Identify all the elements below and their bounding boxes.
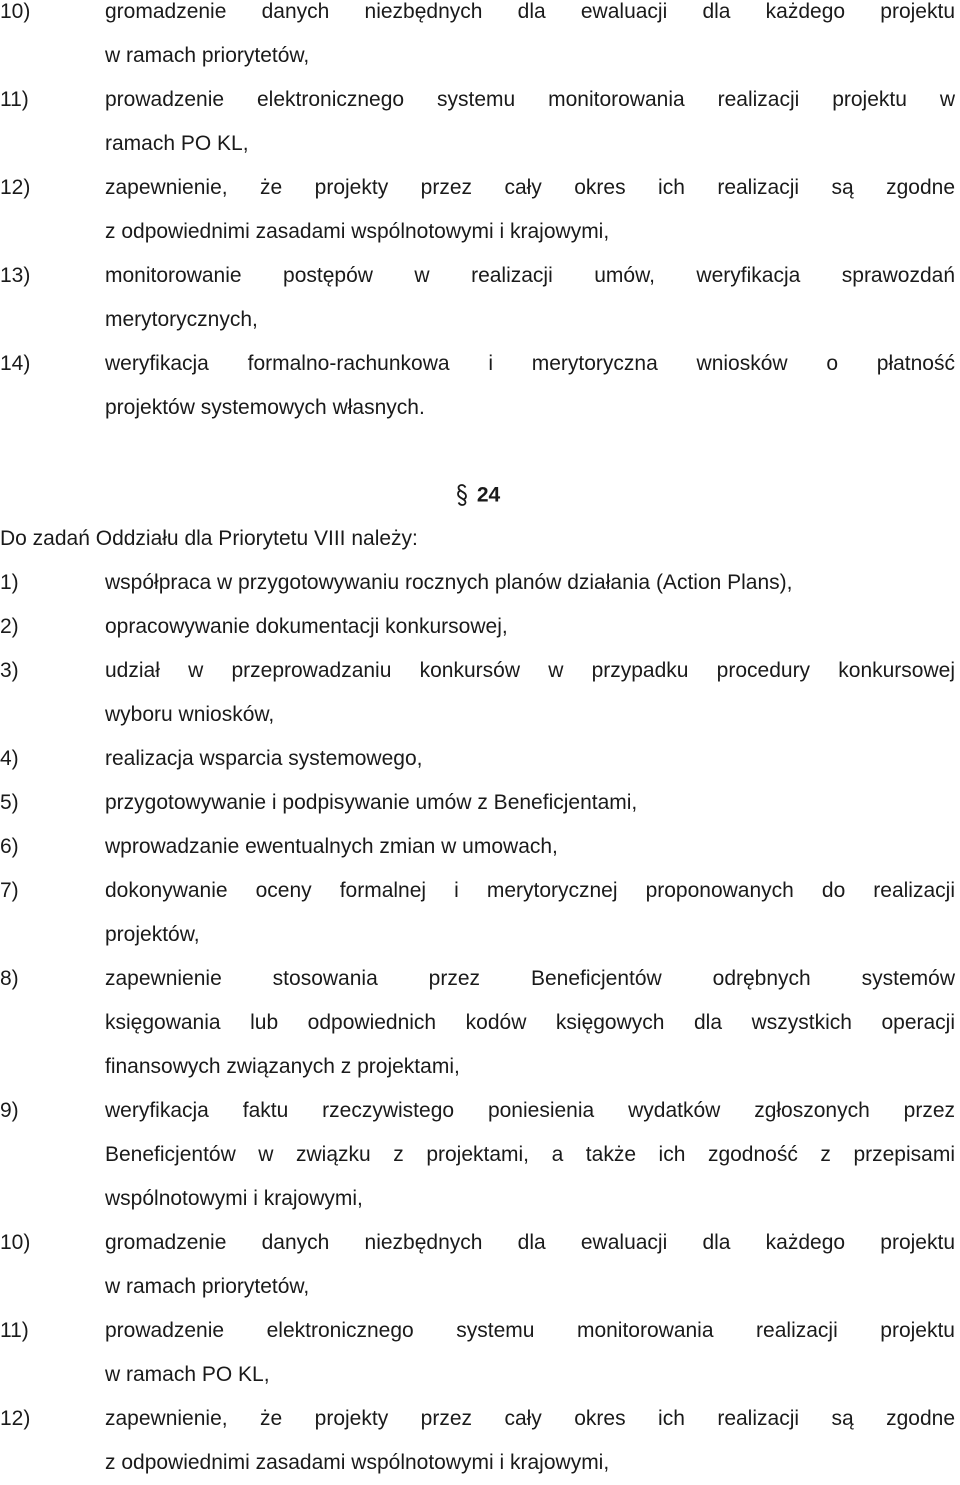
list-item-line: dokonywanie oceny formalnej i merytorycznej proponowanych do realizacji bbox=[105, 879, 955, 902]
list-item-line: udział w przeprowadzaniu konkursów w przypadku procedury konkursowej bbox=[105, 659, 955, 682]
list-item bbox=[0, 781, 955, 825]
list-item-line: zapewnienie, że projekty przez cały okres ich realizacji są zgodne bbox=[105, 176, 955, 199]
list-item bbox=[0, 649, 955, 737]
list-item-number: 8) bbox=[0, 967, 19, 990]
list-item-line: merytorycznych, bbox=[105, 308, 258, 331]
list-item-line: z odpowiednimi zasadami wspólnotowymi i krajowymi, bbox=[105, 1451, 610, 1474]
list-item bbox=[0, 254, 955, 342]
list-item-line: weryfikacja formalno-rachunkowa i merytoryczna wniosków o płatność bbox=[105, 352, 955, 375]
list-item-line: przygotowywanie i podpisywanie umów z Beneficjentami, bbox=[105, 791, 638, 814]
list-item-line: współpraca w przygotowywaniu rocznych planów działania (Action Plans), bbox=[105, 571, 793, 594]
list-item bbox=[0, 869, 955, 957]
list-item-line: wyboru wniosków, bbox=[105, 703, 275, 726]
list-item-line: prowadzenie elektronicznego systemu monitorowania realizacji projektu bbox=[105, 1319, 955, 1342]
list-item-line: finansowych związanych z projektami, bbox=[105, 1055, 460, 1078]
list-item-number: 13) bbox=[0, 264, 31, 287]
list-item-number: 10) bbox=[0, 0, 31, 23]
list-item-line: wspólnotowymi i krajowymi, bbox=[105, 1187, 363, 1210]
list-item-number: 12) bbox=[0, 1407, 31, 1430]
list-item-number: 6) bbox=[0, 835, 19, 858]
list-item bbox=[0, 737, 955, 781]
list-tasks bbox=[0, 561, 955, 1485]
list-item-line: w ramach PO KL, bbox=[105, 1363, 270, 1386]
list-item-number: 14) bbox=[0, 352, 31, 375]
list-item bbox=[0, 1309, 955, 1397]
section-24 bbox=[0, 473, 955, 561]
list-item-line: zapewnienie, że projekty przez cały okres ich realizacji są zgodne bbox=[105, 1407, 955, 1430]
list-item-line: gromadzenie danych niezbędnych dla ewaluacji dla każdego projektu bbox=[105, 1231, 955, 1254]
list-item-line: monitorowanie postępów w realizacji umów, weryfikacja sprawozdań bbox=[105, 264, 955, 287]
list-item bbox=[0, 605, 955, 649]
list-item-line: zapewnienie stosowania przez Beneficjentów odrębnych systemów bbox=[105, 967, 955, 990]
list-item bbox=[0, 1221, 955, 1309]
list-item bbox=[0, 0, 955, 78]
section-heading bbox=[0, 473, 955, 517]
section-sign bbox=[455, 483, 469, 507]
list-item-line: wprowadzanie ewentualnych zmian w umowach, bbox=[105, 835, 558, 858]
list-item-line: w ramach priorytetów, bbox=[105, 44, 310, 67]
list-item bbox=[0, 825, 955, 869]
list-item bbox=[0, 957, 955, 1089]
list-item-line: ramach PO KL, bbox=[105, 132, 249, 155]
list-item-line: opracowywanie dokumentacji konkursowej, bbox=[105, 615, 508, 638]
list-item bbox=[0, 1397, 955, 1485]
list-item bbox=[0, 1089, 955, 1221]
list-item-number: 5) bbox=[0, 791, 19, 814]
list-item-line: księgowania lub odpowiednich kodów księgowych dla wszystkich operacji bbox=[105, 1011, 955, 1034]
list-item-line: realizacja wsparcia systemowego, bbox=[105, 747, 423, 770]
list-item-line: projektów systemowych własnych. bbox=[105, 396, 425, 419]
list-item-line: Beneficjentów w związku z projektami, a także ich zgodność z przepisami bbox=[105, 1143, 955, 1166]
list-item-line: w ramach priorytetów, bbox=[105, 1275, 310, 1298]
list-item-line: weryfikacja faktu rzeczywistego poniesienia wydatków zgłoszonych przez bbox=[105, 1099, 955, 1122]
list-item-number: 10) bbox=[0, 1231, 31, 1254]
list-item-line: prowadzenie elektronicznego systemu monitorowania realizacji projektu w bbox=[105, 88, 955, 111]
list-item-number: 7) bbox=[0, 879, 19, 902]
list-item-number: 12) bbox=[0, 176, 31, 199]
list-item-number: 11) bbox=[0, 1319, 29, 1342]
list-item-number: 3) bbox=[0, 659, 19, 682]
section-intro: Do zadań Oddziału dla Priorytetu VIII należy: bbox=[0, 527, 418, 550]
list-item-number: 2) bbox=[0, 615, 19, 638]
list-item bbox=[0, 561, 955, 605]
list-item bbox=[0, 78, 955, 166]
list-item bbox=[0, 342, 955, 430]
list-item-line: gromadzenie danych niezbędnych dla ewaluacji dla każdego projektu bbox=[105, 0, 955, 23]
list-item-number: 1) bbox=[0, 571, 19, 594]
list-item-number: 9) bbox=[0, 1099, 19, 1122]
section-number: 24 bbox=[476, 483, 501, 507]
list-item bbox=[0, 166, 955, 254]
list-continued bbox=[0, 0, 955, 430]
list-item-number: 4) bbox=[0, 747, 19, 770]
list-item-line: z odpowiednimi zasadami wspólnotowymi i krajowymi, bbox=[105, 220, 610, 243]
list-item-number: 11) bbox=[0, 88, 29, 111]
list-item-line: projektów, bbox=[105, 923, 200, 946]
